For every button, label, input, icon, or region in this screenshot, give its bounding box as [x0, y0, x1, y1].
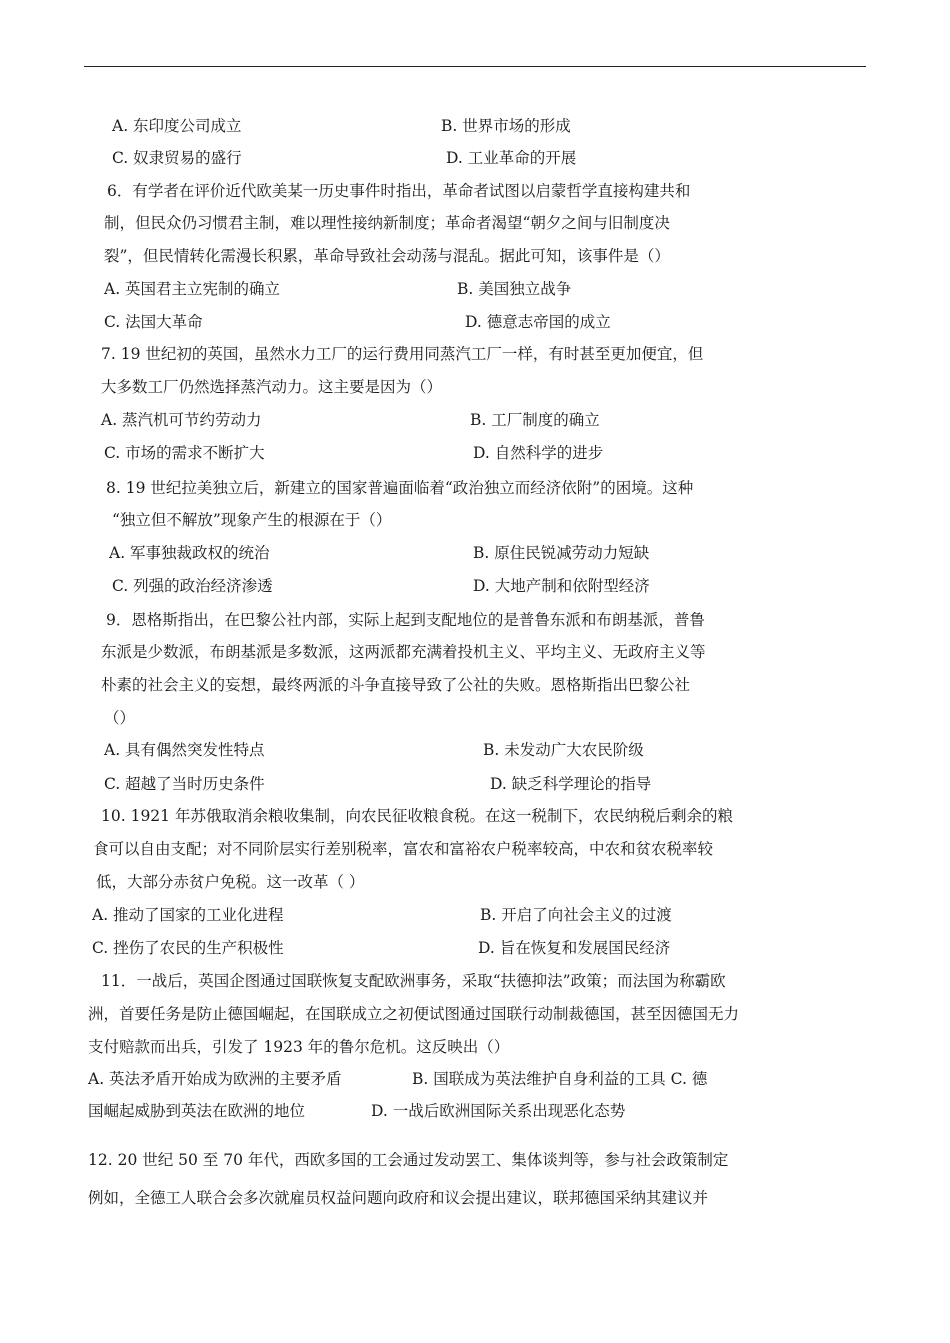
q9-option-b: B. 未发动广大农民阶级 — [483, 741, 644, 759]
q11-option-b: B. 国联成为英法维护自身利益的工具 C. 德 — [412, 1070, 708, 1088]
q11-option-a: A. 英法矛盾开始成为欧洲的主要矛盾 — [88, 1070, 342, 1088]
q5-option-c: C. 奴隶贸易的盛行 — [112, 149, 242, 167]
q7-option-b: B. 工厂制度的确立 — [470, 411, 600, 429]
q11-stem-line: 11．一战后，英国企图通过国联恢复支配欧洲事务，采取“扶德抑法”政策；而法国为称霸欧 — [101, 972, 726, 990]
q12-stem-line: 例如，全德工人联合会多次就雇员权益问题向政府和议会提出建议，联邦德国采纳其建议并 — [88, 1189, 709, 1207]
q9-stem-line: 朴素的社会主义的妄想，最终两派的斗争直接导致了公社的失败。恩格斯指出巴黎公社 — [101, 676, 691, 694]
q11-option-c: 国崛起威胁到英法在欧洲的地位 — [88, 1102, 306, 1120]
q9-stem-line: 东派是少数派，布朗基派是多数派，这两派都充满着投机主义、平均主义、无政府主义等 — [101, 643, 706, 661]
header-rule — [84, 66, 866, 67]
q6-option-a: A. 英国君主立宪制的确立 — [104, 280, 281, 298]
q5-option-a: A. 东印度公司成立 — [112, 117, 242, 135]
q8-option-c: C. 列强的政治经济渗透 — [112, 577, 273, 595]
q6-stem-line: 6．有学者在评价近代欧美某一历史事件时指出，革命者试图以启蒙哲学直接构建共和 — [107, 182, 691, 200]
q11-stem-line: 支付赔款而出兵，引发了 1923 年的鲁尔危机。这反映出（） — [88, 1038, 510, 1056]
q9-option-a: A. 具有偶然突发性特点 — [104, 741, 265, 759]
q7-option-a: A. 蒸汽机可节约劳动力 — [101, 411, 262, 429]
q8-option-a: A. 军事独裁政权的统治 — [109, 544, 270, 562]
q10-stem-line: 10. 1921 年苏俄取消余粮收集制，向农民征收粮食税。在这一税制下，农民纳税后剩余的粮 — [101, 807, 733, 825]
q11-stem-line: 洲，首要任务是防止德国崛起，在国联成立之初便试图通过国联行动制裁德国，甚至因德国无力 — [88, 1005, 740, 1023]
q9-option-d: D. 缺乏科学理论的指导 — [490, 775, 652, 793]
q9-stem-line: （） — [104, 709, 136, 727]
q7-option-c: C. 市场的需求不断扩大 — [104, 444, 265, 462]
q11-option-d: D. 一战后欧洲国际关系出现恶化态势 — [371, 1102, 626, 1120]
q8-option-b: B. 原住民锐减劳动力短缺 — [473, 544, 650, 562]
q10-stem-line: 低，大部分赤贫户免税。这一改革（ ） — [96, 873, 365, 891]
q7-stem-line: 大多数工厂仍然选择蒸汽动力。这主要是因为（） — [101, 378, 443, 396]
q6-stem-line: 制，但民众仍习惯君主制，难以理性接纳新制度；革命者渴望“朝夕之间与旧制度决 — [104, 214, 670, 232]
q6-option-c: C. 法国大革命 — [104, 313, 203, 331]
q8-stem-line: “独立但不解放”现象产生的根源在于（） — [112, 511, 392, 529]
q6-option-d: D. 德意志帝国的成立 — [465, 313, 611, 331]
q8-option-d: D. 大地产制和依附型经济 — [473, 577, 650, 595]
q10-option-a: A. 推动了国家的工业化进程 — [92, 906, 284, 924]
q9-stem-line: 9．恩格斯指出，在巴黎公社内部，实际上起到支配地位的是普鲁东派和布朗基派，普鲁 — [106, 611, 705, 629]
q12-stem-line: 12. 20 世纪 50 至 70 年代，西欧多国的工会通过发动罢工、集体谈判等，参与社会政策制定 — [88, 1151, 729, 1169]
q5-option-b: B. 世界市场的形成 — [441, 117, 571, 135]
q7-stem-line: 7. 19 世纪初的英国，虽然水力工厂的运行费用同蒸汽工厂一样，有时甚至更加便宜，但 — [101, 345, 704, 363]
q10-option-d: D. 旨在恢复和发展国民经济 — [478, 939, 671, 957]
q10-option-c: C. 挫伤了农民的生产积极性 — [92, 939, 284, 957]
q9-option-c: C. 超越了当时历史条件 — [104, 775, 265, 793]
q8-stem-line: 8. 19 世纪拉美独立后，新建立的国家普遍面临着“政治独立而经济依附”的困境。这种 — [106, 479, 694, 497]
q6-option-b: B. 美国独立战争 — [457, 280, 572, 298]
q7-option-d: D. 自然科学的进步 — [473, 444, 604, 462]
q10-stem-line: 食可以自由支配；对不同阶层实行差别税率，富农和富裕农户税率较高，中农和贫农税率较 — [93, 840, 714, 858]
q10-option-b: B. 开启了向社会主义的过渡 — [480, 906, 672, 924]
q5-option-d: D. 工业革命的开展 — [446, 149, 577, 167]
q6-stem-line: 裂”，但民情转化需漫长积累，革命导致社会动荡与混乱。据此可知，该事件是（） — [104, 247, 670, 265]
